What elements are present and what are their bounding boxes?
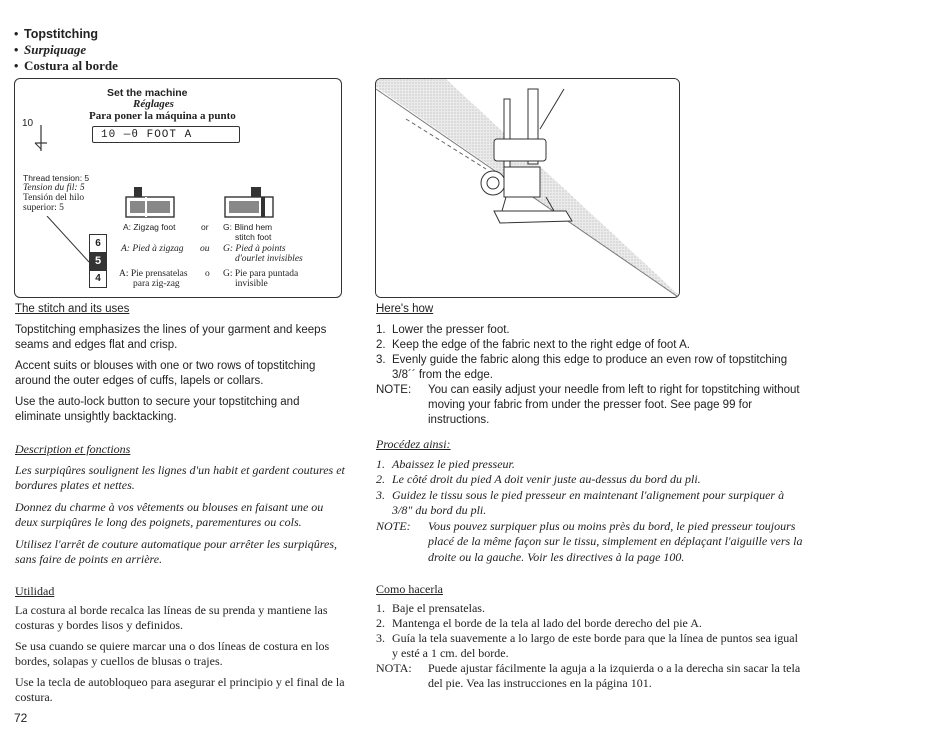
es-note: NOTA: Puede ajustar fácilmente la aguja a la izquierda o a la derecha sin sacar la tela del pie. Vea las instrucciones en la página 101. <box>376 661 801 690</box>
es-steps-heading: Como hacerla <box>376 582 443 596</box>
en-note: NOTE: You can easily adjust your needle from left to right for topstitching without moving your fabric from under the presser foot. See page 99 for instructions. <box>376 384 800 426</box>
title-fr: • Surpiquage <box>14 42 87 57</box>
bullet-icon: • <box>14 27 19 41</box>
es-paragraph: Se usa cuando se quiere marcar una o dos líneas de costura en los bordes, solapas y cuellos de blusas o trajes. <box>15 638 330 668</box>
fr-paragraph: Les surpiqûres soulignent les lignes d'un habit et gardent coutures et bordures plates et nettes. <box>15 462 345 492</box>
illustration-box <box>375 78 680 298</box>
fr-paragraph: Donnez du charme à vos vêtements ou blouses en faisant une ou deux surpiqûres le long des poignets, parementures ou cols. <box>15 499 324 529</box>
en-paragraph: Topstitching emphasizes the lines of your garment and keeps seams and edges flat and crisp. <box>15 324 327 351</box>
list-item: 1. Lower the presser foot. <box>376 324 510 336</box>
lcd-display: 10 —θ FOOT A <box>92 126 240 143</box>
list-item: 1. Abaissez le pied presseur. <box>376 456 515 471</box>
en-heading: The stitch and its uses <box>15 303 130 315</box>
es-heading: Utilidad <box>15 583 55 598</box>
title-es: • Costura al borde <box>14 58 118 73</box>
blind-hem-foot-icon <box>221 187 277 221</box>
list-item: 3. Guidez le tissu sous le pied presseur en maintenant l'alignement pour surpiquer à 3/8" du bord du pli. <box>376 487 785 517</box>
title-en: • Topstitching <box>14 27 99 41</box>
pointer-line <box>45 216 95 268</box>
machine-settings-box: Set the machine Réglages Para poner la máquina a punto 10 10 —θ FOOT A Thread tension: 5 Tension du fil: 5 Tensión del hilo superior: 5 6 5 4 A: Zigzag foot or G: Blind hem stitch foot A: Pied à zigzag ou G: Pied à points d'ourlet invisibles A: Pie prensatelas para zig-zag o G: Pie para puntada invisible <box>14 78 342 298</box>
en-steps <box>376 323 806 428</box>
fr-note: NOTE: Vous pouvez surpiquer plus ou moins près du bord, le pied presseur toujours placé de la même façon sur le tissu, simplement en déplaçant l'aiguille vers la droite ou la gauche. Voir les directives à la page 100. <box>376 518 803 564</box>
list-item: 3. Guía la tela suavemente a lo largo de este borde para que la línea de puntos sea igual y esté a 1 cm. del borde. <box>376 631 798 660</box>
thread-tension: Thread tension: 5 Tension du fil: 5 Tensión del hilo superior: 5 <box>23 173 90 213</box>
list-item: 2. Le côté droit du pied A doit venir juste au-dessus du bord du pli. <box>376 472 701 486</box>
left-column <box>15 302 345 705</box>
tension-dial-icon: 6 5 4 <box>89 234 107 288</box>
fr-paragraph: Utilisez l'arrêt de couture automatique pour arrêter les surpiqûres, sans faire de points en arrière. <box>15 536 337 566</box>
en-paragraph: Use the auto-lock button to secure your topstitching and eliminate unsightly backtacking. <box>15 396 300 423</box>
es-paragraph: Use la tecla de autobloqueo para asegurar el principio y el final de la costura. <box>15 674 345 704</box>
right-column <box>376 302 806 691</box>
list-item: 1. Baje el prensatelas. <box>376 601 485 615</box>
zigzag-foot-icon <box>122 187 178 221</box>
fr-steps-heading: Procédez ainsi: <box>376 437 451 451</box>
settings-title-en: Set the machine <box>107 87 188 99</box>
en-paragraph: Accent suits or blouses with one or two rows of topstitching around the outer edges of cuffs, lapels or collars. <box>15 360 316 387</box>
stitch-symbol-icon <box>31 125 51 153</box>
title-block <box>14 27 118 74</box>
bullet-icon: • <box>14 59 19 73</box>
list-item: 3. Evenly guide the fabric along this edge to produce an even row of topstitching 3/8´´ from the edge. <box>376 354 788 381</box>
pattern-number: 10 <box>22 118 34 129</box>
list-item: 2. Keep the edge of the fabric next to the right edge of foot A. <box>376 339 690 351</box>
bullet-icon: • <box>14 43 19 57</box>
es-paragraph: La costura al borde recalca las líneas de su prenda y mantiene las costuras y bordes lisos y definidos. <box>15 602 328 632</box>
presser-foot-illustration <box>376 79 680 298</box>
settings-title-es: Para poner la máquina a punto <box>89 110 236 122</box>
fr-heading: Description et fonctions <box>15 442 131 456</box>
page-number: 72 <box>14 711 28 725</box>
fr-steps <box>376 457 806 566</box>
settings-title-fr: Réglages <box>133 98 174 110</box>
es-steps <box>376 601 806 691</box>
list-item: 2. Mantenga el borde de la tela al lado del borde derecho del pie A. <box>376 616 702 630</box>
en-steps-heading: Here's how <box>376 303 434 315</box>
